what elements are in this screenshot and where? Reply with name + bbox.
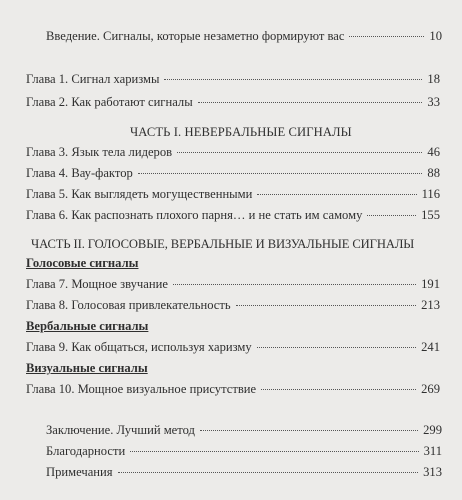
entry-title: Заключение. Лучший метод bbox=[46, 423, 195, 437]
dot-leader bbox=[367, 214, 416, 216]
dot-leader bbox=[257, 346, 416, 348]
entry-title: Глава 3. Язык тела лидеров bbox=[26, 145, 173, 159]
toc-entry-intro bbox=[46, 28, 442, 44]
toc-entry-chapter-4 bbox=[26, 165, 440, 181]
toc-entry-chapter-3 bbox=[26, 144, 440, 160]
entry-page: 299 bbox=[423, 423, 442, 437]
dot-leader bbox=[138, 172, 423, 174]
section-heading-voice: Голосовые сигналы bbox=[26, 256, 139, 270]
dot-leader bbox=[257, 193, 416, 195]
entry-title: Глава 10. Мощное визуальное присутствие bbox=[26, 382, 257, 396]
dot-leader bbox=[349, 35, 424, 37]
entry-page: 241 bbox=[421, 340, 440, 354]
dot-leader bbox=[236, 304, 416, 306]
dot-leader bbox=[130, 450, 418, 452]
entry-page: 10 bbox=[429, 29, 442, 43]
toc-entry-chapter-6 bbox=[26, 207, 440, 223]
toc-entry-notes bbox=[46, 464, 442, 480]
entry-page: 33 bbox=[427, 95, 440, 109]
entry-title: Глава 7. Мощное звучание bbox=[26, 277, 168, 291]
entry-title: Примечания bbox=[46, 465, 113, 479]
toc-entry-chapter-8 bbox=[26, 297, 440, 313]
entry-title: Глава 1. Сигнал харизмы bbox=[26, 72, 160, 86]
entry-title: Глава 4. Вау-фактор bbox=[26, 166, 133, 180]
toc-entry-chapter-2 bbox=[26, 94, 440, 110]
dot-leader bbox=[177, 151, 422, 153]
entry-title: Глава 2. Как работают сигналы bbox=[26, 95, 193, 109]
entry-page: 46 bbox=[427, 145, 440, 159]
toc-entry-conclusion bbox=[46, 422, 442, 438]
entry-page: 155 bbox=[421, 208, 440, 222]
dot-leader bbox=[261, 388, 416, 390]
entry-page: 311 bbox=[423, 444, 442, 458]
entry-page: 269 bbox=[421, 382, 440, 396]
entry-page: 116 bbox=[421, 187, 440, 201]
toc-entry-acknowledgements bbox=[46, 443, 442, 459]
entry-title: Глава 9. Как общаться, используя харизму bbox=[26, 340, 252, 354]
part-1-heading: ЧАСТЬ I. НЕВЕРБАЛЬНЫЕ СИГНАЛЫ bbox=[130, 125, 352, 139]
dot-leader bbox=[173, 283, 416, 285]
dot-leader bbox=[200, 429, 418, 431]
entry-title: Глава 8. Голосовая привлекательность bbox=[26, 298, 231, 312]
dot-leader bbox=[118, 471, 419, 473]
entry-page: 213 bbox=[421, 298, 440, 312]
entry-title: Глава 5. Как выглядеть могущественными bbox=[26, 187, 253, 201]
part-2-heading: ЧАСТЬ II. ГОЛОСОВЫЕ, ВЕРБАЛЬНЫЕ И ВИЗУАЛЬНЫЕ СИГНАЛЫ bbox=[31, 237, 415, 251]
section-heading-visual: Визуальные сигналы bbox=[26, 361, 148, 375]
dot-leader bbox=[198, 101, 423, 103]
entry-page: 191 bbox=[421, 277, 440, 291]
toc-entry-chapter-5 bbox=[26, 186, 440, 202]
entry-title: Благодарности bbox=[46, 444, 126, 458]
entry-page: 313 bbox=[423, 465, 442, 479]
toc-entry-chapter-9 bbox=[26, 339, 440, 355]
entry-title: Введение. Сигналы, которые незаметно формируют вас bbox=[46, 29, 345, 43]
entry-page: 88 bbox=[427, 166, 440, 180]
entry-page: 18 bbox=[427, 72, 440, 86]
toc-entry-chapter-10 bbox=[26, 381, 440, 397]
toc-entry-chapter-1 bbox=[26, 71, 440, 87]
section-heading-verbal: Вербальные сигналы bbox=[26, 319, 149, 333]
entry-title: Глава 6. Как распознать плохого парня… и не стать им самому bbox=[26, 208, 363, 222]
dot-leader bbox=[164, 78, 422, 80]
toc-entry-chapter-7 bbox=[26, 276, 440, 292]
